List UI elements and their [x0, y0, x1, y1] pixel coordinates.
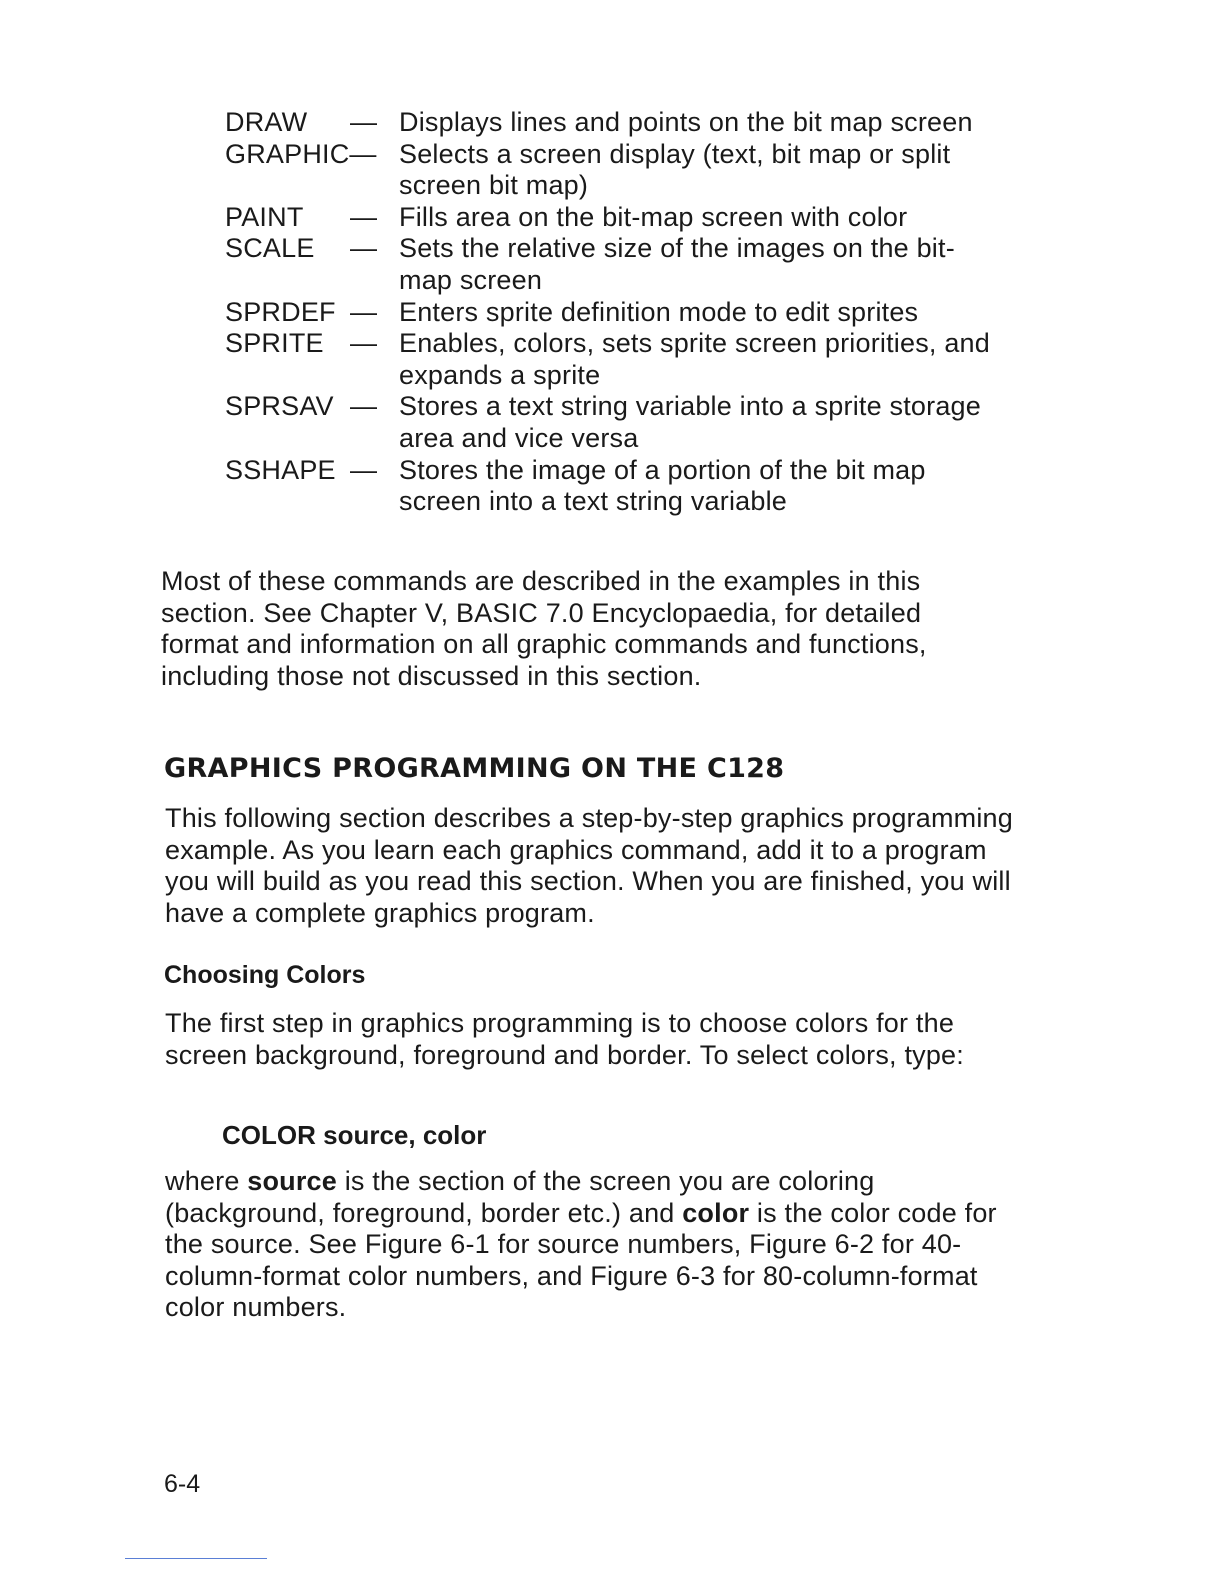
keyword-source: source [247, 1166, 337, 1196]
command-description: Enables, colors, sets sprite screen priorities, and expands a sprite [399, 328, 990, 390]
command-dash: — [350, 454, 378, 485]
colors-paragraph: The first step in graphics programming is to choose colors for the screen background, foreground and border. To select colors, type: [165, 1008, 964, 1070]
command-row [225, 139, 1025, 202]
command-description: Stores a text string variable into a sprite storage area and vice versa [399, 391, 981, 453]
command-row [225, 107, 1025, 139]
command-description: Displays lines and points on the bit map screen [399, 107, 973, 137]
command-name: SSHAPE [225, 454, 336, 485]
where-text-2: is the section of the screen you are coloring (background, foreground, border etc.) and [165, 1166, 875, 1228]
command-description: Fills area on the bit-map screen with color [399, 201, 908, 232]
page-number: 6-4 [164, 1470, 201, 1498]
command-dash: — [350, 201, 378, 232]
where-text-1: where [165, 1166, 248, 1196]
where-text-3: is the color code for the source. See Figure 6-1 for source numbers, Figure 6-2 for 40-column-format color numbers, and Figure 6-3 for 80-column-format color numbers. [165, 1197, 997, 1323]
command-row [225, 297, 1025, 329]
command-row [225, 328, 1025, 391]
command-name: PAINT [225, 201, 304, 232]
command-name: SPRITE [225, 328, 324, 359]
command-name: DRAW [225, 107, 308, 137]
command-dash: — [350, 391, 378, 422]
command-row [225, 233, 1025, 296]
command-row [225, 455, 1025, 518]
command-row [225, 391, 1025, 454]
keyword-color: color [682, 1197, 750, 1228]
command-dash: — [350, 233, 378, 264]
command-dash [350, 139, 399, 202]
command-dash: — [350, 296, 378, 327]
where-paragraph [165, 1166, 1015, 1324]
section-heading: GRAPHICS PROGRAMMING ON THE C128 [164, 753, 785, 784]
footer-rule [125, 1558, 267, 1559]
command-name: GRAPHIC— [225, 138, 377, 169]
command-row [225, 202, 1025, 234]
syntax-line: COLOR source, color [222, 1120, 487, 1150]
intro-paragraph: Most of these commands are described in the examples in this section. See Chapter V, BASIC 7.0 Encyclopaedia, for detailed format and information on all graphic commands and functions, including those not discussed in this section. [161, 566, 927, 691]
command-description: Enters sprite definition mode to edit sprites [399, 296, 919, 327]
command-description: Selects a screen display (text, bit map or split screen bit map) [399, 138, 951, 201]
command-description: Sets the relative size of the images on the bit-map screen [399, 233, 955, 295]
command-name: SPRDEF [225, 296, 336, 327]
subsection-heading: Choosing Colors [164, 961, 366, 989]
section-paragraph: This following section describes a step-by-step graphics programming example. As you learn each graphics command, add it to a program you will build as you read this section. When you are finished, you will have a complete graphics program. [165, 803, 1013, 928]
command-list [225, 107, 1025, 518]
command-description: Stores the image of a portion of the bit map screen into a text string variable [399, 454, 926, 517]
command-name: SCALE [225, 233, 315, 264]
command-name: SPRSAV [225, 391, 334, 422]
command-dash: — [350, 328, 378, 359]
command-dash: — [350, 107, 378, 137]
